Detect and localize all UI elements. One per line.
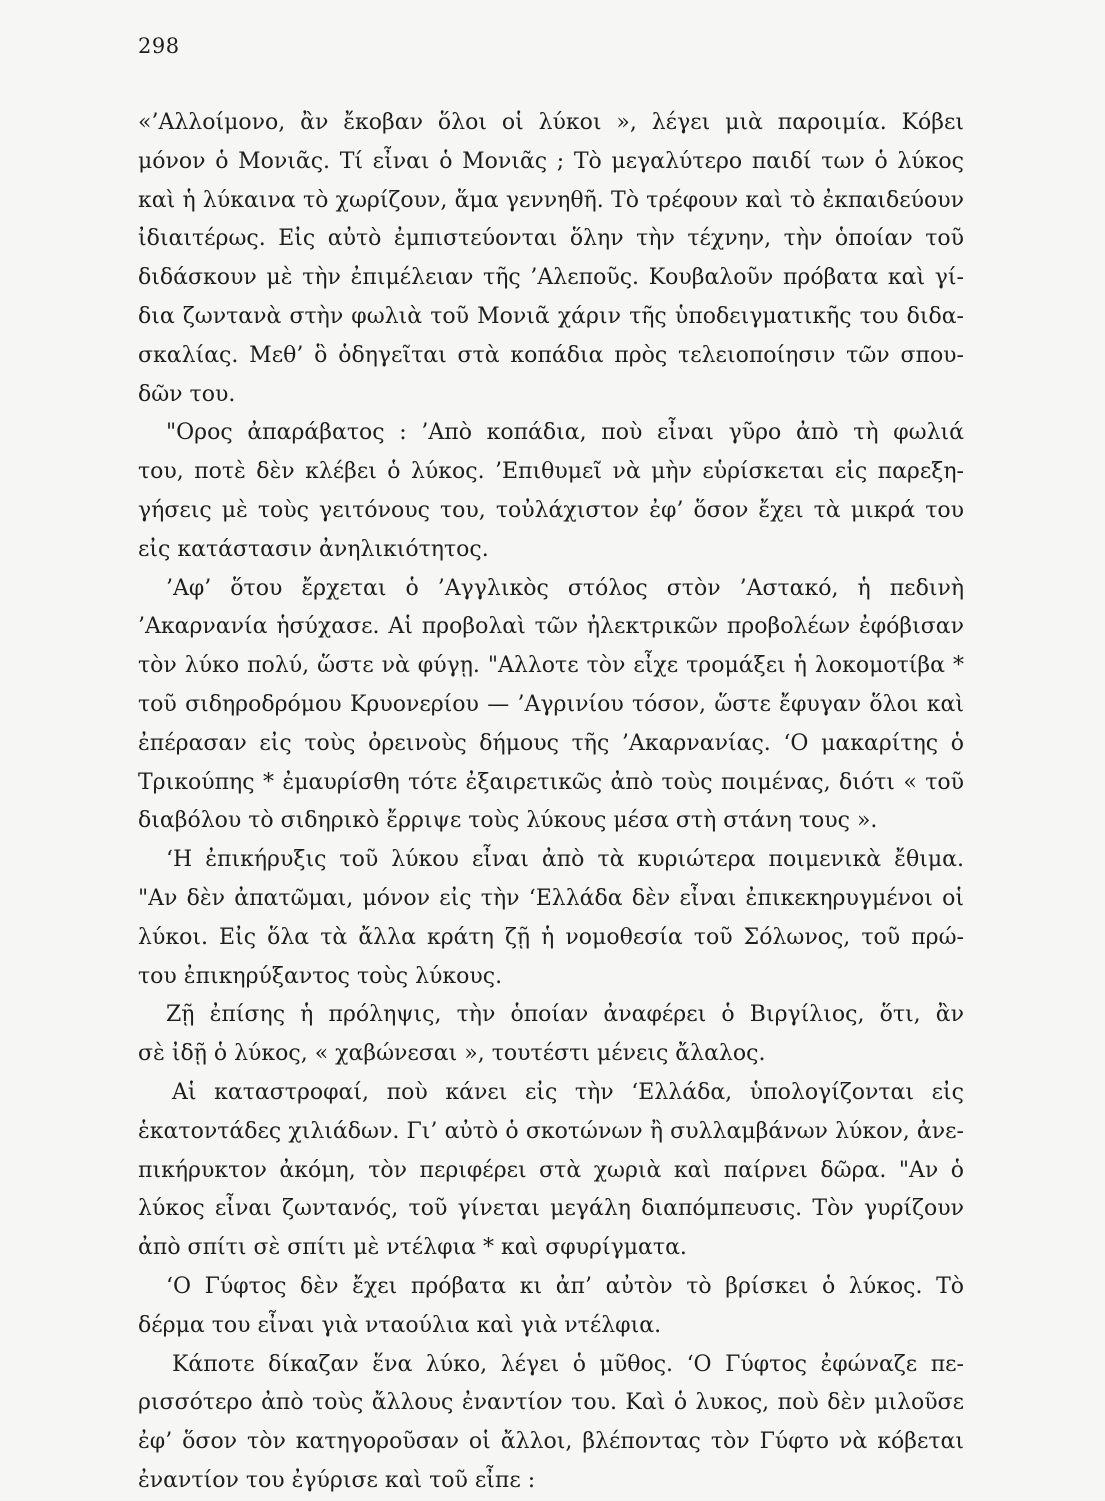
text-line: εἰς κατάστασιν ἀνηλικιότητος. bbox=[138, 536, 489, 562]
text-line: ‘Ο Γύφτος δὲν ἔχει πρόβατα κι ἀπ’ αὐτὸν τὸ βρίσκει ὁ λύκος. Τὸ bbox=[166, 1273, 964, 1299]
text-line: μόνον ὁ Μονιᾶς. Τί εἶναι ὁ Μονιᾶς ; Τὸ μεγαλύτερο παιδί των ὁ λύκος bbox=[138, 148, 964, 174]
text-line: λύκος εἶναι ζωντανός, τοῦ γίνεται μεγάλη διαπόμπευσις. Τὸν γυρίζουν bbox=[138, 1196, 964, 1222]
text-line: "Ορος ἀπαράβατος : ’Απὸ κοπάδια, ποὺ εἶναι γῦρο ἀπὸ τὴ φωλιά bbox=[166, 420, 964, 446]
text-line: τὸν λύκο πολύ, ὥστε νὰ φύγῃ. "Αλλοτε τὸν εἶχε τρομάξει ἡ λοκομοτίβα * bbox=[138, 653, 964, 679]
text-line: ἰδιαιτέρως. Εἰς αὐτὸ ἐμπιστεύονται ὅλην τὴν τέχνην, τὴν ὁποίαν τοῦ bbox=[138, 226, 964, 252]
text-line: δῶν του. bbox=[138, 381, 236, 407]
text-line: σὲ ἰδῇ ὁ λύκος, « χαβώνεσαι », τουτέστι μένεις ἄλαλος. bbox=[138, 1041, 766, 1067]
body-text bbox=[138, 104, 964, 1501]
text-line: καὶ ἡ λύκαινα τὸ χωρίζουν, ἅμα γεννηθῆ. Τὸ τρέφουν καὶ τὸ ἐκπαιδεύουν bbox=[138, 187, 964, 213]
text-line: ἐπέρασαν εἰς τοὺς ὀρεινοὺς δήμους τῆς ’Ακαρνανίας. ‘Ο μακαρίτης ὁ bbox=[138, 730, 964, 756]
text-line: διδάσκουν μὲ τὴν ἐπιμέλειαν τῆς ’Αλεποῦς. Κουβαλοῦν πρόβατα καὶ γί- bbox=[138, 265, 964, 291]
text-line: ἀπὸ σπίτι σὲ σπίτι μὲ ντέλφια * καὶ σφυρίγματα. bbox=[138, 1235, 687, 1261]
text-line: διαβόλου τὸ σιδηρικὸ ἔρριψε τοὺς λύκους μέσα στὴ στάνη τους ». bbox=[138, 808, 878, 834]
text-line: ἑκατοντάδες χιλιάδων. Γι’ αὐτὸ ὁ σκοτώνων ἢ συλλαμβάνων λύκον, ἀνε- bbox=[138, 1118, 964, 1144]
text-line: του ἐπικηρύξαντος τοὺς λύκους. bbox=[138, 963, 503, 989]
text-line: δέρμα του εἶναι γιὰ νταούλια καὶ γιὰ ντέλφια. bbox=[138, 1312, 662, 1338]
text-line: σκαλίας. Μεθ’ ὃ ὁδηγεῖται στὰ κοπάδια πρὸς τελειοποίησιν τῶν σπου- bbox=[138, 342, 964, 368]
text-line: ‘Η ἐπικήρυξις τοῦ λύκου εἶναι ἀπὸ τὰ κυριώτερα ποιμενικὰ ἔθιμα. bbox=[166, 847, 964, 873]
page-number: 298 bbox=[138, 34, 180, 58]
text-line: ἐναντίον του ἐγύρισε καὶ τοῦ εἶπε : bbox=[138, 1467, 536, 1493]
text-line: "Αν δὲν ἀπατῶμαι, μόνον εἰς τὴν ‘Ελλάδα δὲν εἶναι ἐπικεκηρυγμένοι οἱ bbox=[138, 885, 964, 911]
text-line: ρισσότερο ἀπὸ τοὺς ἄλλους ἐναντίον του. Καὶ ὁ λυκος, ποὺ δὲν μιλοῦσε bbox=[138, 1390, 964, 1416]
text-line: του, ποτὲ δὲν κλέβει ὁ λύκος. ’Επιθυμεῖ νὰ μὴν εὑρίσκεται εἰς παρεξη- bbox=[138, 459, 964, 485]
text-line: «’Αλλοίμονο, ἂν ἔκοβαν ὅλοι οἱ λύκοι », λέγει μιὰ παροιμία. Κόβει bbox=[138, 110, 964, 135]
text-line: Κάποτε δίκαζαν ἕνα λύκο, λέγει ὁ μῦθος. ‘Ο Γύφτος ἐφώναζε πε- bbox=[172, 1351, 964, 1377]
text-line: Ζῇ ἐπίσης ἡ πρόληψις, τὴν ὁποίαν ἀναφέρει ὁ Βιργίλιος, ὅτι, ἂν bbox=[166, 1002, 964, 1028]
text-line: Τρικούπης * ἐμαυρίσθη τότε ἐξαιρετικῶς ἀπὸ τοὺς ποιμένας, διότι « τοῦ bbox=[138, 769, 964, 795]
text-line: Αἱ καταστροφαί, ποὺ κάνει εἰς τὴν ‘Ελλάδα, ὑπολογίζονται εἰς bbox=[172, 1079, 964, 1105]
text-line: δια ζωντανὰ στὴν φωλιὰ τοῦ Μονιᾶ χάριν τῆς ὑποδειγματικῆς του διδα- bbox=[138, 303, 964, 329]
text-line: ἐφ’ ὅσον τὸν κατηγοροῦσαν οἱ ἄλλοι, βλέποντας τὸν Γύφτο νὰ κόβεται bbox=[138, 1429, 964, 1455]
text-line: ’Αφ’ ὅτου ἔρχεται ὁ ’Αγγλικὸς στόλος στὸν ’Αστακό, ἡ πεδινὴ bbox=[166, 575, 964, 601]
text-line: πικήρυκτον ἀκόμη, τὸν περιφέρει στὰ χωριὰ καὶ παίρνει δῶρα. "Αν ὁ bbox=[138, 1157, 964, 1183]
text-line: ’Ακαρνανία ἡσύχασε. Αἱ προβολαὶ τῶν ἠλεκτρικῶν προβολέων ἐφόβισαν bbox=[138, 614, 964, 640]
text-line: τοῦ σιδηροδρόμου Κρυονερίου — ’Αγρινίου τόσον, ὥστε ἔφυγαν ὅλοι καὶ bbox=[138, 691, 964, 717]
text-line: γήσεις μὲ τοὺς γειτόνους του, τοὐλάχιστον ἐφ’ ὅσον ἔχει τὰ μικρά του bbox=[138, 497, 964, 523]
text-line: λύκοι. Εἰς ὅλα τὰ ἄλλα κράτη ζῇ ἡ νομοθεσία τοῦ Σόλωνος, τοῦ πρώ- bbox=[138, 924, 964, 950]
